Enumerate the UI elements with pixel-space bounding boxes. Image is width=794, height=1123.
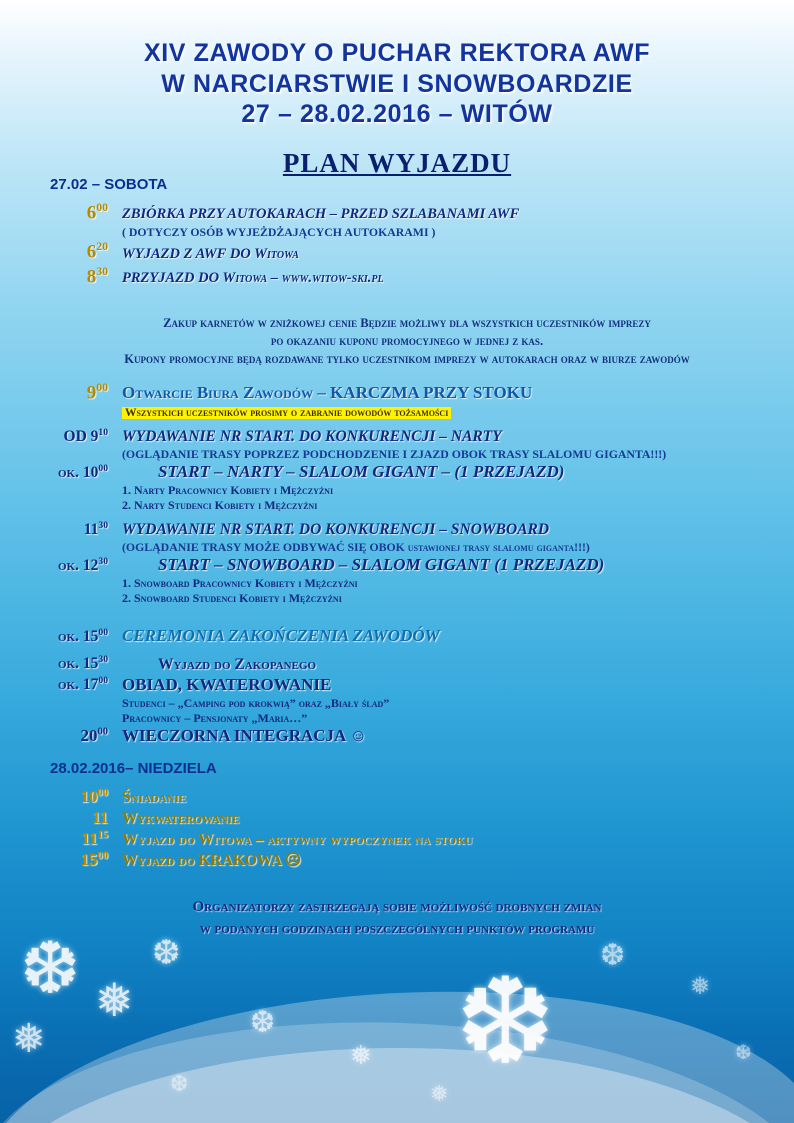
row-time: $6^{20}$ [86, 240, 108, 263]
schedule-row [0, 520, 794, 539]
ticket-note-line-3: Kupony promocyjne będą rozdawane tylko uczestnikom imprezy w autokarach oraz w biurze zawodów [124, 352, 690, 367]
ticket-note [60, 314, 754, 369]
snowflake-icon: ❆ [170, 1071, 189, 1096]
disclaimer-line-1: Organizatorzy zastrzegają sobie możliwość drobnych zmian [192, 898, 602, 915]
schedule-row [0, 265, 794, 288]
row-description: WIECZORNA INTEGRACJA ☺ [122, 725, 368, 745]
row-time: $9^{00}$ [86, 380, 108, 404]
snowflake-icon: ❆ [250, 1006, 276, 1039]
ticket-note-line-2: po okazaniu kuponu promocyjnego w jednej z kas. [270, 334, 544, 349]
row-highlight-wrap [108, 405, 794, 420]
schedule-row [0, 201, 794, 224]
snowflake-icon: ❆ [600, 939, 626, 972]
schedule-content [0, 176, 794, 941]
row-subitem: 2. Snowboard Studenci Kobiety i Mężczyźni [122, 591, 342, 606]
row-time: $20^{00}$ [80, 725, 108, 745]
row-time: ok. $15^{30}$ [58, 654, 108, 673]
snow-wave [0, 971, 794, 1123]
schedule-block-sunday [0, 787, 794, 870]
snowflake-icon: ❅ [690, 974, 711, 1000]
row-subnote: (OGLĄDANIE TRASY MOŻE ODBYWAĆ SIĘ OBOK ustawionej trasy slalomu giganta!!!) [122, 540, 590, 555]
snow-decoration [0, 923, 794, 1123]
row-time: ok. $10^{00}$ [58, 463, 108, 482]
row-time: ok. $17^{00}$ [58, 675, 108, 694]
row-description: CEREMONIA ZAKOŃCZENIA ZAWODÓW [122, 626, 440, 646]
title-line-1: XIV ZAWODY O PUCHAR REKTORA AWF [143, 39, 651, 67]
schedule-row [0, 726, 794, 746]
disclaimer [0, 896, 794, 941]
schedule-row [0, 675, 794, 695]
row-description: PRZYJAZD DO Witowa – www.witow-ski.pl [122, 269, 384, 286]
row-description: Wyjazd do Witowa – aktywny wypoczynek na stoku [122, 830, 473, 848]
row-time: OD $9^{10}$ [63, 427, 108, 446]
row-description: Wyjazd do Zakopanego [158, 655, 317, 673]
schedule-block-evening [0, 626, 794, 745]
snowflake-icon: ❅ [95, 975, 134, 1026]
schedule-block-morning [0, 201, 794, 288]
schedule-block-competition [0, 381, 794, 607]
row-subnote: ( DOTYCZY OSÓB WYJEŻDŻAJĄCYCH AUTOKARAMI ) [122, 225, 436, 240]
poster-title-block [0, 38, 794, 179]
ticket-note-line-1: Zakup karnetów w zniżkowej cenie Będzie możliwy dla wszystkich uczestników imprezy [163, 315, 651, 330]
row-time: ok. $12^{30}$ [58, 556, 108, 575]
row-subitem: 1. Snowboard Pracownicy Kobiety i Mężczyźni [122, 576, 358, 591]
row-subitem: 2. Narty Studenci Kobiety i Mężczyźni [122, 498, 318, 513]
title-line-3: 27 – 28.02.2016 – WITÓW [241, 100, 553, 128]
disclaimer-line-2: w podanych godzinach poszczególnych punktów programu [199, 921, 595, 938]
row-subitem: Studenci – „Camping pod krokwią” oraz „Biały ślad” [122, 695, 390, 710]
row-description: Wykwaterowanie [122, 809, 240, 827]
schedule-row [0, 427, 794, 446]
row-time: $8^{30}$ [86, 264, 108, 287]
snowflake-icon: ❆ [20, 929, 81, 1009]
row-description: ZBIÓRKA PRZY AUTOKARACH – PRZED SZLABANAMI AWF [122, 206, 520, 223]
row-description: Wyjazd do KRAKOWA ☹ [122, 851, 302, 869]
row-subitem: Pracownicy – Pensjonaty „Maria…” [122, 710, 308, 725]
schedule-row [0, 808, 794, 828]
schedule-row [0, 240, 794, 263]
day-header-sunday: 28.02.2016– NIEDZIELA [50, 759, 217, 777]
day-header-saturday: 27.02 – SOBOTA [50, 176, 168, 193]
id-required-highlight: Wszystkich uczestników prosimy o zabranie dowodów tożsamości [122, 407, 451, 419]
title-line-2: W NARCIARSTWIE I SNOWBOARDZIE [161, 69, 633, 98]
row-time: $11^{15}$ [81, 828, 108, 848]
row-time: 11 [91, 807, 108, 827]
row-time: $6^{00}$ [86, 201, 108, 224]
row-description: OBIAD, KWATEROWANIE [122, 674, 332, 694]
snowflake-icon: ❆ [152, 935, 181, 972]
row-time: ok. $15^{00}$ [58, 627, 108, 646]
row-description: WYDAWANIE NR START. DO KONKURENCJI – SNOWBOARD [122, 521, 550, 539]
snowflake-icon: ❅ [350, 1041, 372, 1070]
schedule-row [0, 829, 794, 849]
schedule-row [0, 626, 794, 646]
row-time: $10^{00}$ [80, 786, 108, 806]
snowflake-icon: ❆ [735, 1042, 752, 1064]
snow-wave [0, 1048, 794, 1123]
row-description: WYDAWANIE NR START. DO KONKURENCJI – NARTY [122, 428, 502, 446]
snow-wave [0, 1008, 794, 1123]
schedule-row [0, 850, 794, 870]
row-time: $15^{00}$ [80, 849, 108, 869]
row-subnote: (OGLĄDANIE TRASY POPRZEZ PODCHODZENIE I ZJAZD OBOK TRASY SLALOMU GIGANTA!!!) [122, 447, 667, 462]
schedule-row [0, 654, 794, 673]
snowflake-icon: ❆ [455, 956, 556, 1089]
schedule-row [0, 787, 794, 807]
page-title: PLAN WYJAZDU [282, 147, 512, 178]
row-description: START – NARTY – SLALOM GIGANT – (1 PRZEJAZD) [158, 462, 565, 482]
snowflake-icon: ❅ [430, 1081, 449, 1106]
schedule-row [0, 462, 794, 482]
row-description: WYJAZD Z AWF DO Witowa [122, 245, 299, 262]
row-time: $11^{30}$ [83, 520, 108, 539]
row-description: Śniadanie [122, 788, 187, 806]
snowflake-icon: ❅ [12, 1016, 46, 1061]
row-description: START – SNOWBOARD – SLALOM GIGANT (1 PRZEJAZD) [158, 555, 605, 575]
row-subitem: 1. Narty Pracownicy Kobiety i Mężczyźni [122, 483, 334, 498]
schedule-row [0, 555, 794, 575]
row-description: Otwarcie Biura Zawodów – KARCZMA PRZY STOKU [122, 383, 533, 403]
schedule-row [0, 381, 794, 404]
